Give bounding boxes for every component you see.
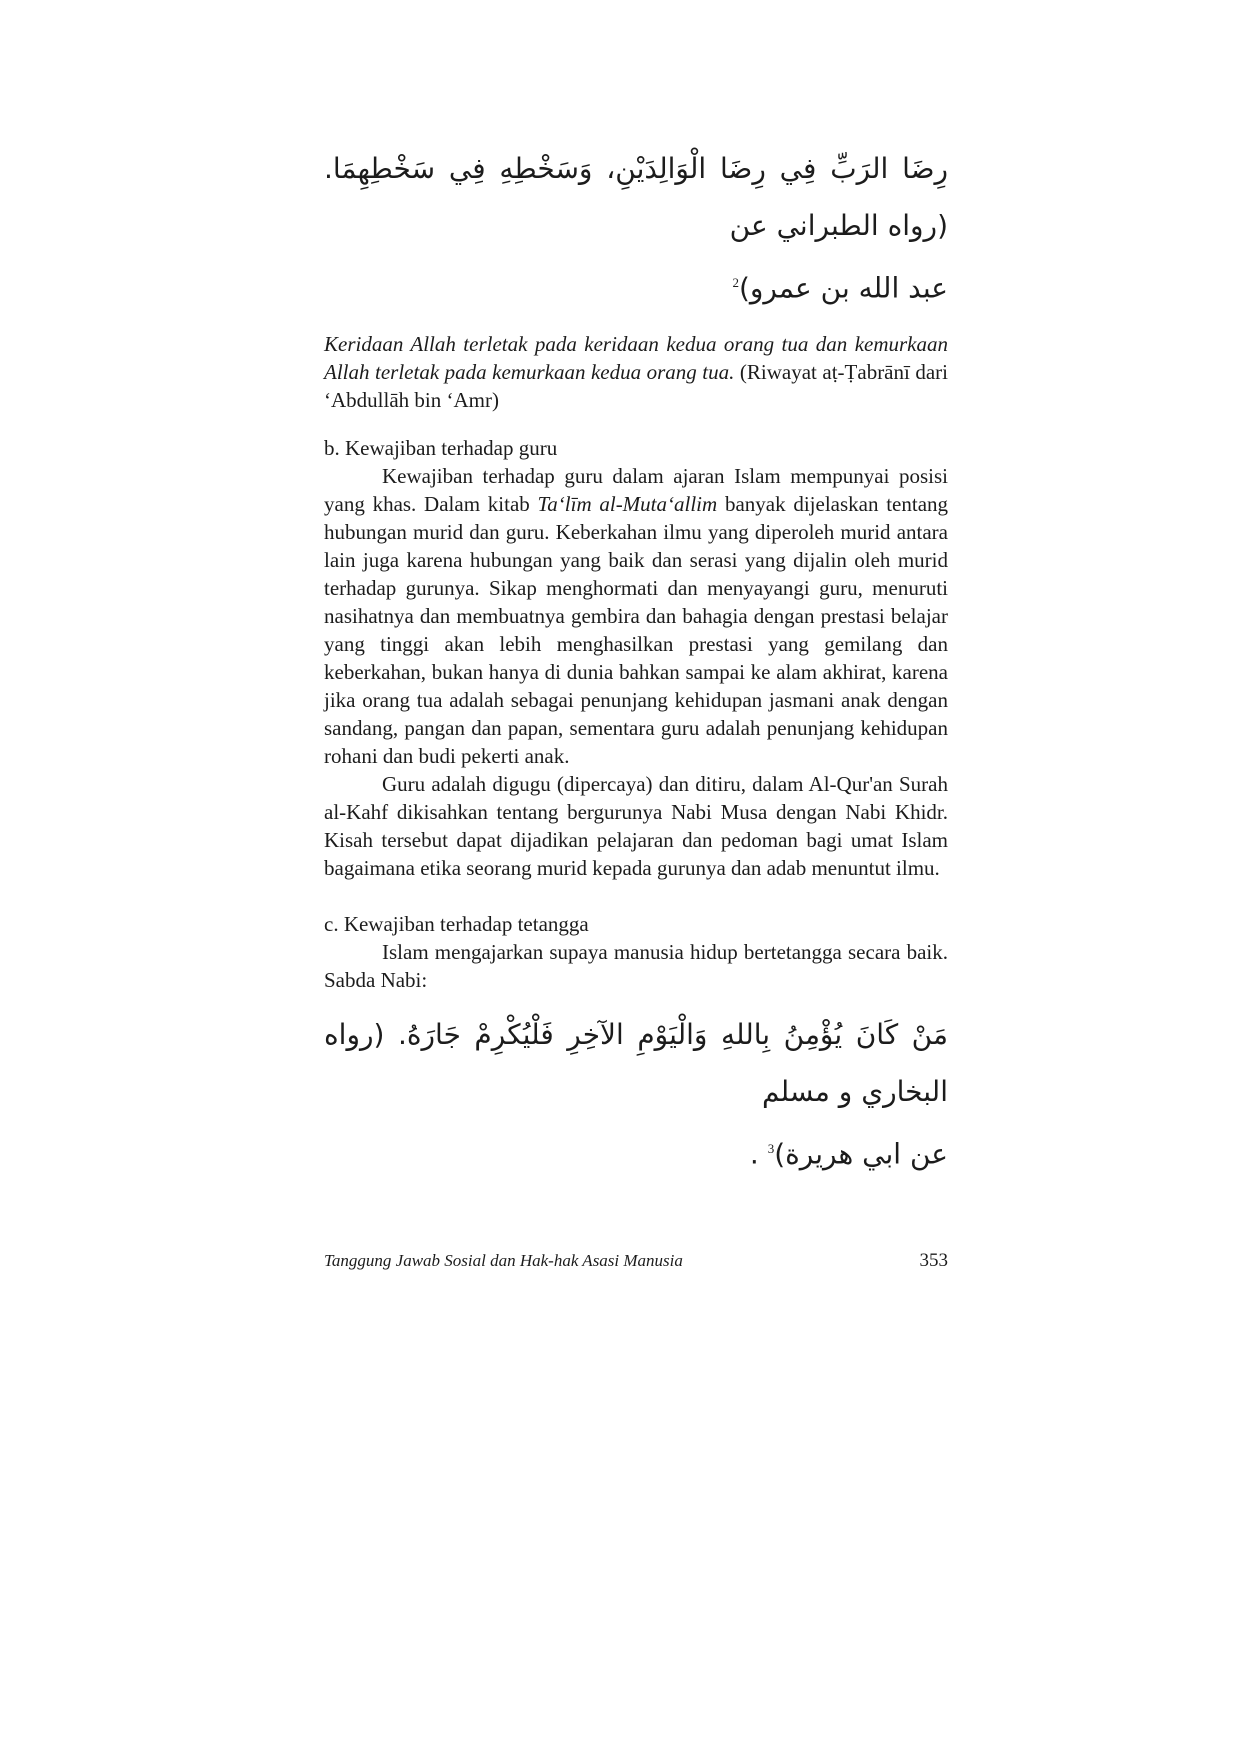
hadith-bukhari: [324, 1006, 948, 1182]
section-heading-b: b. Kewajiban terhadap guru: [324, 436, 558, 461]
book-title: Ta‘līm al-Muta‘allim: [537, 492, 718, 517]
paragraph-text: Kewajiban terhadap guru dalam ajaran Islam mempunyai posisi yang khas. Dalam kitab: [324, 464, 948, 517]
footnote-ref-2: 2: [732, 275, 739, 290]
page-body: [324, 140, 948, 1183]
hadith-arabic-line-2: [324, 1120, 948, 1182]
paragraph-text: banyak dijelaskan tentang hubungan murid dan guru. Keberkahan ilmu yang diperoleh murid antara lain juga karena hubungan yang baik dan serasi yang dijalin oleh murid terhadap gurunya. Sikap menghormati dan menyayangi guru, menuruti nasihatnya dan membuatnya gembira dan bahagia dengan prestasi belajar yang tinggi akan lebih menghasilkan prestasi yang gemilang dan keberkahan, bukan hanya di dunia bahkan sampai ke alam akhirat, karena jika orang tua adalah sebagai penunjang kehidupan jasmani anak dengan sandang, pangan dan papan, sementara guru adalah penunjang kehidupan rohani dan budi pekerti anak.: [324, 492, 949, 769]
hadith-arabic-line-1: مَنْ كَانَ يُؤْمِنُ بِاللهِ وَالْيَوْمِ الآخِرِ فَلْيُكْرِمْ جَارَهُ. (رواه البخاري و مسلم: [324, 1018, 948, 1109]
paragraph-guru-2: Guru adalah digugu (dipercaya) dan ditiru, dalam Al-Qur'an Surah al-Kahf dikisahkan tentang bergurunya Nabi Musa dengan Nabi Khidr. Kisah tersebut dapat dijadikan pelajaran dan pedoman bagi umat Islam bagaimana etika seorang murid kepada gurunya dan adab menuntut ilmu.: [324, 772, 948, 881]
hadith-tabrani: [324, 140, 948, 316]
paragraph-guru-1: [324, 462, 948, 770]
hadith-translation: [324, 330, 948, 414]
page-number: 353: [919, 1250, 948, 1271]
hadith-arabic-line-1: رِضَا الرَبِّ فِي رِضَا الْوَالِدَيْنِ، وَسَخْطِهِ فِي سَخْطِهِمَا. (رواه الطبراني عن: [324, 152, 948, 242]
section-heading-c: c. Kewajiban terhadap tetangga: [324, 912, 589, 937]
page-footer: [324, 1250, 948, 1272]
running-title: Tanggung Jawab Sosial dan Hak-hak Asasi Manusia: [324, 1251, 683, 1270]
hadith-arabic-line-2: [324, 254, 948, 316]
footnote-ref-3: 3: [767, 1141, 775, 1157]
paragraph-tetangga-1: Islam mengajarkan supaya manusia hidup bertetangga secara baik. Sabda Nabi:: [324, 940, 948, 993]
translation-text: Keridaan Allah terletak pada keridaan kedua orang tua dan kemurkaan Allah terletak pada kemurkaan kedua orang tua.: [324, 332, 948, 385]
hadith-attribution: عبد الله بن عمرو): [738, 271, 948, 305]
translation-source: (Riwayat aṭ-Ṭabrānī dari ‘Abdullāh bin ‘Amr): [324, 360, 948, 413]
hadith-trailing-period: .: [749, 1137, 768, 1171]
hadith-attribution: عن ابي هريرة): [774, 1137, 948, 1171]
